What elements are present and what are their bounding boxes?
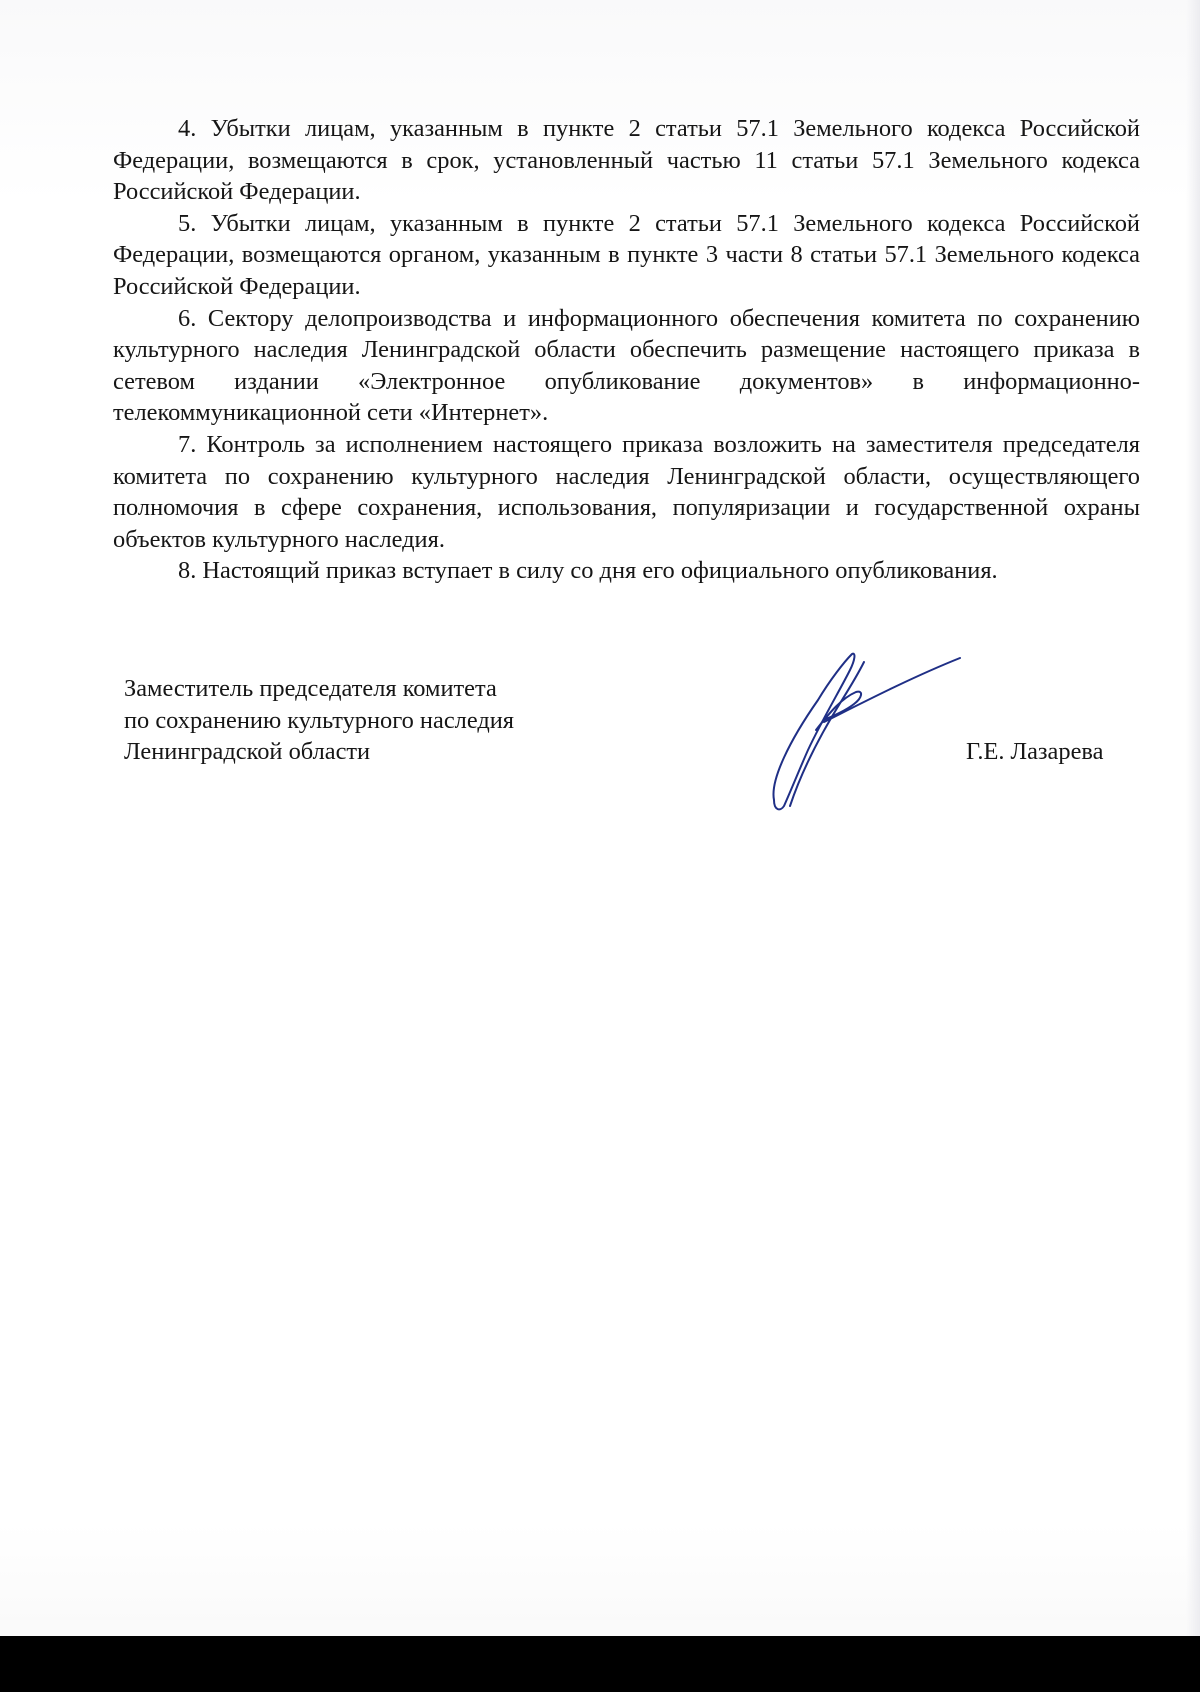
paragraph-6: 6. Сектору делопроизводства и информационного обеспечения комитета по сохранению культурного наследия Ленинградской области обеспечить размещение настоящего приказа в сетевом издании «Электронное опубликование документов» в информационно-телекоммуникационной сети «Интернет». bbox=[113, 304, 1140, 427]
document-body bbox=[113, 113, 1140, 587]
paragraph-5: 5. Убытки лицам, указанным в пункте 2 статьи 57.1 Земельного кодекса Российской Федерации, возмещаются органом, указанным в пункте 3 части 8 статьи 57.1 Земельного кодекса Российской Федерации. bbox=[113, 209, 1140, 300]
signer-name: Г.Е. Лазарева bbox=[966, 738, 1104, 765]
paragraph-7: 7. Контроль за исполнением настоящего приказа возложить на заместителя председателя комитета по сохранению культурного наследия Ленинградской области, осуществляющего полномочия в сфере сохранения, использования, популяризации и государственной охраны объектов культурного наследия. bbox=[113, 430, 1140, 553]
position-line-1: Заместитель председателя комитета bbox=[124, 675, 497, 702]
scan-bottom-border bbox=[0, 1636, 1200, 1692]
handwritten-signature bbox=[760, 640, 970, 820]
signatory-position bbox=[124, 673, 514, 768]
scan-edge-shadow bbox=[1186, 0, 1200, 1640]
paragraph-8: 8. Настоящий приказ вступает в силу со дня его официального опубликования. bbox=[178, 557, 998, 585]
position-line-2: по сохранению культурного наследия bbox=[124, 706, 514, 734]
position-line-3: Ленинградской области bbox=[124, 738, 371, 766]
paragraph-4: 4. Убытки лицам, указанным в пункте 2 статьи 57.1 Земельного кодекса Российской Федерации, возмещаются в срок, установленный частью 11 статьи 57.1 Земельного кодекса Российской Федерации. bbox=[113, 115, 1140, 206]
